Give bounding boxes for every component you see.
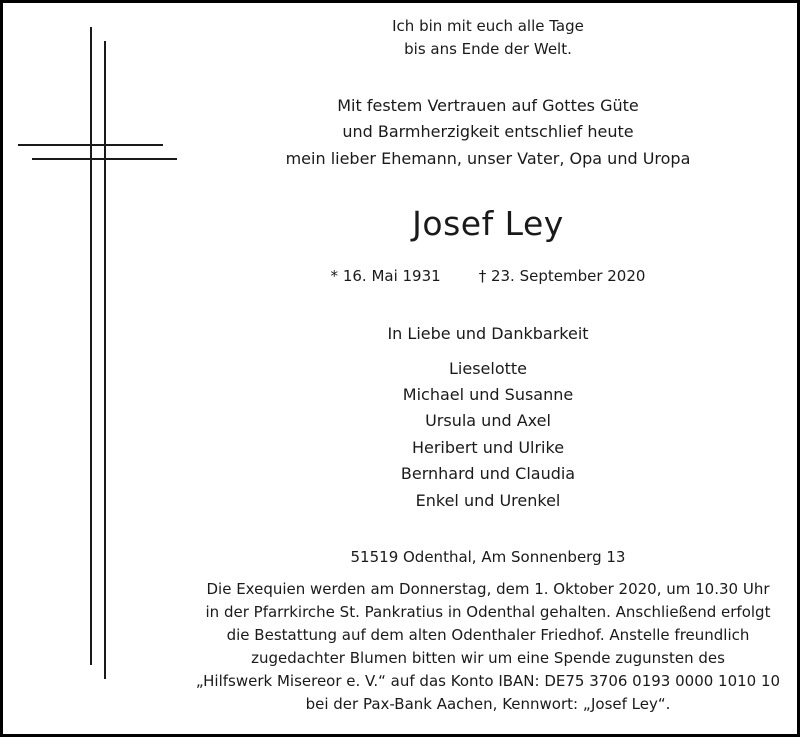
verse-line: bis ans Ende der Welt.	[404, 40, 572, 58]
family-member: Michael und Susanne	[402, 385, 574, 404]
deceased-name: Josef Ley	[412, 204, 564, 243]
intro-line: mein lieber Ehemann, unser Vater, Opa und Uropa	[285, 149, 691, 168]
verse-line: Ich bin mit euch alle Tage	[392, 17, 584, 35]
intro-line: Mit festem Vertrauen auf Gottes Güte	[337, 96, 639, 115]
intro-line: und Barmherzigkeit entschlief heute	[342, 122, 634, 141]
funeral-line: „Hilfswerk Misereor e. V.“ auf das Konto IBAN: DE75 3706 0193 0000 1010 10	[195, 672, 781, 690]
family-heading: In Liebe und Dankbarkeit	[387, 324, 589, 343]
funeral-line: zugedachter Blumen bitten wir um eine Spende zugunsten des	[251, 649, 725, 667]
funeral-line: Die Exequien werden am Donnerstag, dem 1. Oktober 2020, um 10.30 Uhr	[206, 580, 770, 598]
birth-date: * 16. Mai 1931	[330, 267, 441, 285]
funeral-line: bei der Pax-Bank Aachen, Kennwort: „Josef Ley“.	[305, 695, 671, 713]
family-member: Enkel und Urenkel	[415, 491, 561, 510]
address: 51519 Odenthal, Am Sonnenberg 13	[350, 548, 626, 566]
family-member: Heribert und Ulrike	[411, 438, 565, 457]
family-member: Bernhard und Claudia	[400, 464, 576, 483]
funeral-line: die Bestattung auf dem alten Odenthaler Friedhof. Anstelle freundlich	[226, 626, 750, 644]
death-date: † 23. September 2020	[478, 267, 646, 285]
family-member: Lieselotte	[448, 359, 527, 378]
family-member: Ursula und Axel	[425, 411, 551, 430]
funeral-line: in der Pfarrkirche St. Pankratius in Odenthal gehalten. Anschließend erfolgt	[205, 603, 771, 621]
life-dates	[273, 267, 703, 285]
